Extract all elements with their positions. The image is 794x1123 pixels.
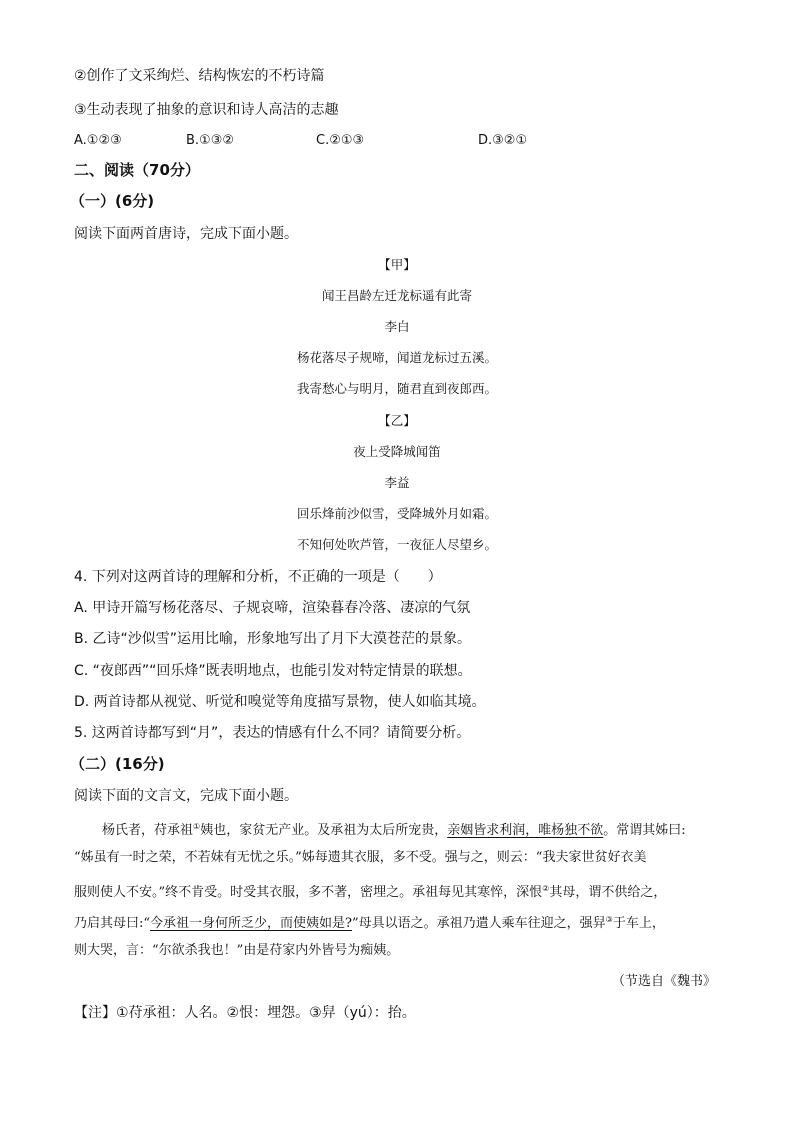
passage-text: 乃启其母曰:“	[74, 916, 151, 931]
poem-yi-marker: 【乙】	[378, 413, 416, 428]
question-4-option-c: C. “夜郎西”“回乐烽”既表明地点，也能引发对特定情景的联想。	[74, 663, 472, 679]
passage-source: （节选自《魏书》	[611, 974, 716, 989]
passage-text: 杨氏者，苻承祖	[102, 823, 194, 838]
passage-line-3	[74, 880, 722, 902]
footnote-marker: ①	[193, 822, 201, 831]
passage-text: 于车上，	[612, 916, 665, 931]
passage-line-2: “姊虽有一时之荣，不若妹有无忧之乐。”姊每遗其衣服，多不受。强与之，则云：“我夫家世贫好衣美	[74, 850, 647, 865]
part2-title: （二）(16分)	[70, 755, 165, 773]
question-4-option-b: B. 乙诗“沙似雪”运用比喻，形象地写出了月下大漠苍茫的景象。	[74, 631, 472, 647]
poem-jia-author: 李白	[384, 319, 410, 334]
poem-yi-line-1: 回乐烽前沙似雪，受降城外月如霜。	[296, 506, 497, 521]
poem-jia-line-1: 杨花落尽子规啼，闻道龙标过五溪。	[296, 350, 497, 365]
question-4-stem: 4. 下列对这两首诗的理解和分析，不正确的一项是（ ）	[74, 569, 442, 585]
question-4-option-d: D. 两首诗都从视觉、听觉和嗅觉等角度描写景物，使人如临其境。	[74, 694, 486, 710]
item-2: ②创作了文采绚烂、结构恢宏的不朽诗篇	[74, 68, 325, 84]
passage-text: 其母，谓不供给之，	[549, 885, 667, 900]
passage-text: 。常谓其姊曰:	[603, 823, 686, 838]
question-4-option-a: A. 甲诗开篇写杨花落尽、子规哀啼，渲染暮春冷落、凄凉的气氛	[74, 600, 471, 616]
poem-yi-line-2: 不知何处吹芦管，一夜征人尽望乡。	[296, 537, 497, 552]
passage-text: ”母具以语之。承祖乃遣人乘车往迎之，强舁	[352, 916, 606, 931]
section-title: 二、阅读（70分）	[74, 161, 200, 179]
poem-yi-title: 夜上受降城闻笛	[353, 444, 441, 459]
poem-jia-marker: 【甲】	[378, 257, 416, 272]
passage-text: 服则使人不安。”终不肯受。时受其衣服，多不著，密埋之。承祖每见其寒悴，深恨	[74, 885, 543, 900]
option-a: A.①②③	[74, 133, 122, 148]
part1-title: （一）(6分)	[70, 192, 155, 210]
poem-yi-author: 李益	[384, 475, 410, 490]
underlined-sentence: 亲姻皆求利润，唯杨独不欲	[447, 823, 604, 838]
item-3: ③生动表现了抽象的意识和诗人高洁的志趣	[74, 102, 339, 118]
footnote-marker: ②	[542, 884, 550, 893]
underlined-sentence: 今承祖一身何所乏少，而使姨如是?	[150, 916, 353, 931]
passage-line-1	[74, 818, 722, 840]
passage-text: 姨也，家贫无产业。及承祖为太后所宠贵，	[200, 823, 448, 838]
question-5: 5. 这两首诗都写到“月”，表达的情感有什么不同？请简要分析。	[74, 725, 471, 741]
option-b: B.①③②	[186, 133, 235, 148]
poem-jia-line-2: 我寄愁心与明月，随君直到夜郎西。	[296, 381, 497, 396]
footnote-marker: ③	[605, 915, 613, 924]
option-c: C.②①③	[316, 133, 365, 148]
instruction-2: 阅读下面的文言文，完成下面小题。	[74, 788, 298, 804]
footnote: 【注】①苻承祖：人名。②恨：埋怨。③舁（yú）：抬。	[74, 1005, 416, 1021]
option-d: D.③②①	[478, 133, 528, 148]
passage-line-5: 则大哭，言：“尔欲杀我也！”由是苻家内外皆号为痴姨。	[74, 943, 400, 958]
passage-line-4	[74, 911, 722, 933]
instruction-1: 阅读下面两首唐诗，完成下面小题。	[74, 226, 298, 242]
poem-jia-title: 闻王昌龄左迁龙标遥有此寄	[321, 288, 472, 303]
